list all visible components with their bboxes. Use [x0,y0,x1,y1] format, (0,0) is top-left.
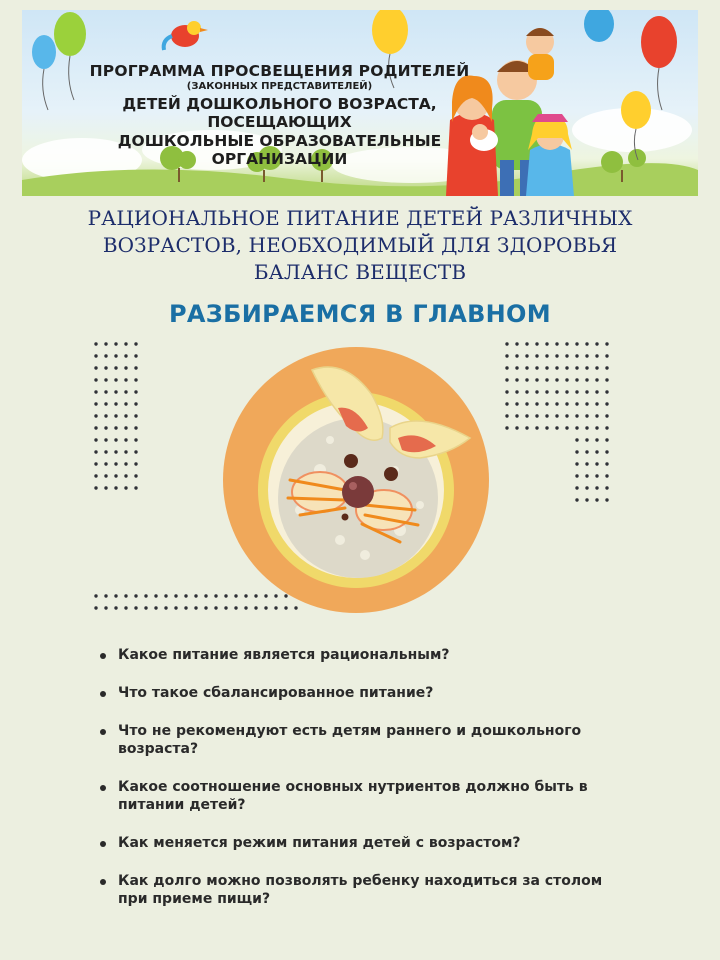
bullet-icon [100,691,106,697]
raisin-eye-right [384,467,398,481]
dot-grid-left [94,342,137,489]
title-line-1: РАЦИОНАЛЬНОЕ ПИТАНИЕ ДЕТЕЙ РАЗЛИЧНЫХ [87,206,633,230]
title-line-2: ВОЗРАСТОВ, НЕОБХОДИМЫЙ ДЛЯ ЗДОРОВЬЯ [102,233,618,257]
porridge-illustration [0,330,720,620]
banner-line-4: ДОШКОЛЬНЫЕ ОБРАЗОВАТЕЛЬНЫЕ ОРГАНИЗАЦИИ [117,131,442,169]
raisin-eye-left [344,454,358,468]
list-item: Как меняется режим питания детей с возрастом? [96,834,616,852]
banner-line-1: ПРОГРАММА ПРОСВЕЩЕНИЯ РОДИТЕЛЕЙ [89,62,470,80]
list-item: Какое питание является рациональным? [96,646,616,664]
banner-line-2: (ЗАКОННЫХ ПРЕДСТАВИТЕЛЕЙ) [186,80,373,92]
bullet-icon [100,653,106,659]
apple-cheek-left [292,472,348,512]
dot-grid-right [505,342,608,501]
list-item: Какое соотношение основных нутриентов должно быть в питании детей? [96,778,616,814]
page-title [30,205,690,286]
banner-text [82,62,477,169]
bullet-icon [100,841,106,847]
section-subtitle: РАЗБИРАЕМСЯ В ГЛАВНОМ [169,300,551,328]
bird-icon [164,21,208,50]
bullet-icon [100,879,106,885]
header-banner [22,10,698,196]
bullet-icon [100,729,106,735]
banner-line-3: ДЕТЕЙ ДОШКОЛЬНОГО ВОЗРАСТА, ПОСЕЩАЮЩИХ [122,94,437,132]
dot-line-bottom [94,594,297,609]
bullet-icon [100,785,106,791]
questions-list [96,646,616,928]
nose [342,476,374,508]
list-item: Что такое сбалансированное питание? [96,684,616,702]
list-item: Что не рекомендуют есть детям раннего и дошкольного возраста? [96,722,616,758]
title-line-3: БАЛАНС ВЕЩЕСТВ [253,260,467,284]
list-item: Как долго можно позволять ребенку находиться за столом при приеме пищи? [96,872,616,908]
